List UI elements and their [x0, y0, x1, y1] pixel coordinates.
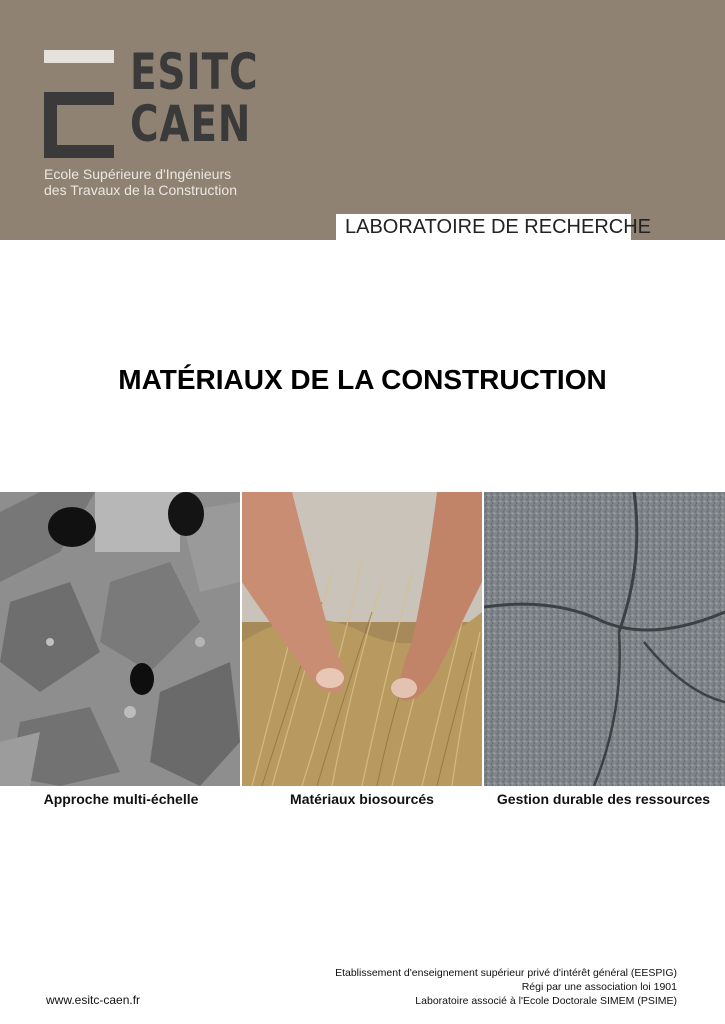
porous-paving-image: [484, 492, 725, 786]
logo-subtitle: [44, 166, 237, 198]
biosourced-fibres-image: [242, 492, 482, 786]
caption-sustainable-resources: Gestion durable des ressources: [496, 791, 711, 807]
footer-line-doctoral: Laboratoire associé à l'Ecole Doctorale SIMEM (PSIME): [415, 995, 677, 1007]
footer-info: [335, 966, 677, 1008]
lab-label: LABORATOIRE DE RECHERCHE: [345, 216, 651, 238]
website-link[interactable]: www.esitc-caen.fr: [46, 993, 141, 1007]
logo-line-esitc: ESITC: [130, 43, 259, 101]
logo-subtitle-line2: des Travaux de la Construction: [44, 182, 237, 198]
header-band: [0, 0, 725, 240]
logo-subtitle-line1: Ecole Supérieure d'Ingénieurs: [44, 166, 232, 182]
footer-line-association: Régi par une association loi 1901: [521, 981, 677, 993]
concrete-microstructure-image: [0, 492, 240, 786]
caption-biosourced: Matériaux biosourcés: [290, 791, 434, 807]
page-title: MATÉRIAUX DE LA CONSTRUCTION: [118, 364, 607, 395]
logo-wordmark: [130, 43, 259, 153]
caption-multi-scale: Approche multi-échelle: [43, 791, 199, 807]
esitc-logo-icon: [44, 50, 114, 158]
footer-line-status: Etablissement d'enseignement supérieur privé d'intérêt général (EESPIG): [335, 967, 677, 979]
logo-line-caen: CAEN: [130, 95, 252, 153]
